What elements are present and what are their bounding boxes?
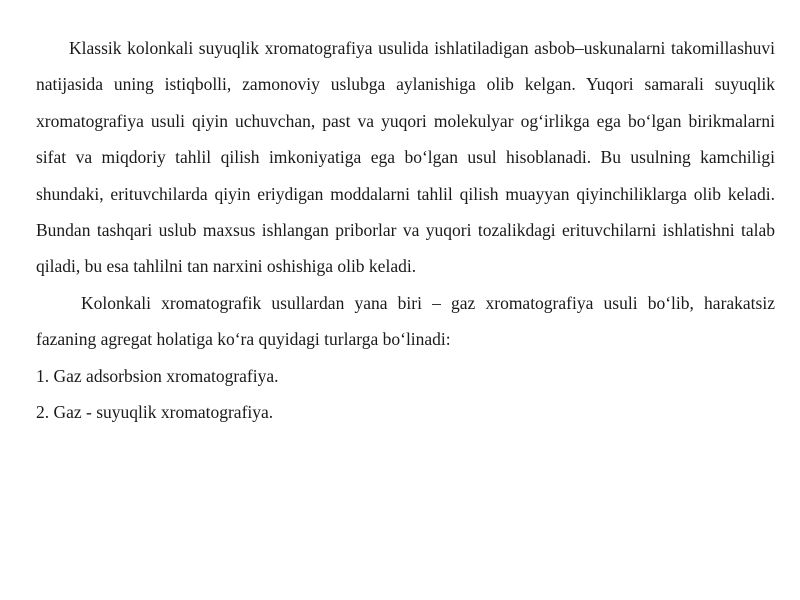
paragraph-intro: Klassik kolonkali suyuqlik xromatografiya usulida ishlatiladigan asbob–uskunalarni takomillashuvi natijasida uning istiqbolli, zamonoviy uslubga aylanishiga olib kelgan. Yuqori samarali suyuqlik xromatografiya usuli qiyin uchuvchan, past va yuqori molekulyar og‘irlikga ega bo‘lgan birikmalarni sifat va miqdoriy tahlil qilish imkoniyatiga ega bo‘lgan usul hisoblanadi. Bu usulning kamchiligi shundaki, erituvchilarda qiyin eriydigan moddalarni tahlil qilish muayyan qiyinchiliklarga olib keladi. Bundan tashqari uslub maxsus ishlangan priborlar va yuqori tozalikdagi erituvchilarni ishlatishni talab qiladi, bu esa tahlilni tan narxini oshishiga olib keladi.	[36, 38, 775, 277]
list-item: 1. Gaz adsorbsion xromatografiya.	[36, 365, 279, 386]
list-item: 2. Gaz - suyuqlik xromatografiya.	[36, 402, 274, 423]
document-page	[36, 30, 775, 430]
paragraph-gas-chromatography: Kolonkali xromatografik usullardan yana biri – gaz xromatografiya usuli bo‘lib, harakatsiz fazaning agregat holatiga ko‘ra quyidagi turlarga bo‘linadi:	[36, 292, 775, 350]
